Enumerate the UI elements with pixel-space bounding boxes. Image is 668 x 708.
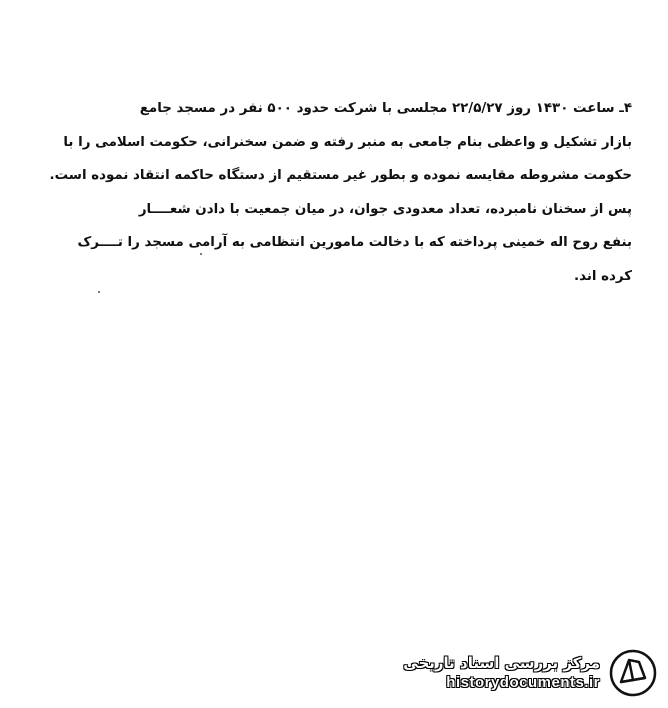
document-line: ۴ـ ساعت ۱۴۳۰ روز ۲۲/۵/۲۷ مجلسی با شرکت حدود ۵۰۰ نفر در مسجد جامع	[139, 101, 632, 116]
watermark-text	[403, 653, 600, 693]
document-line: کرده اند.	[574, 268, 632, 284]
scan-speck	[200, 253, 202, 255]
document-line: بنفع روح اله خمینی پرداخته که با دخالت مامورین انتظامی به آرامی مسجد را تــــرک	[77, 235, 632, 250]
archive-logo-icon	[608, 648, 658, 698]
watermark-url: historydocuments.ir	[446, 674, 600, 691]
archive-watermark	[403, 648, 658, 698]
document-body	[40, 92, 632, 293]
document-line: بازار تشکیل و واعظی بنام جامعی به منبر رفته و ضمن سخنرانی، حکومت اسلامی را با	[63, 134, 632, 150]
scan-speck	[98, 291, 100, 293]
watermark-title: مرکز بررسی اسناد تاریخی	[403, 654, 600, 672]
document-line: پس از سخنان نامبرده، تعداد معدودی جوان، در میان جمعیت با دادن شعــــار	[138, 201, 632, 217]
document-line: حکومت مشروطه مقایسه نموده و بطور غیر مستقیم از دستگاه حاکمه انتقاد نموده است.	[49, 168, 632, 183]
